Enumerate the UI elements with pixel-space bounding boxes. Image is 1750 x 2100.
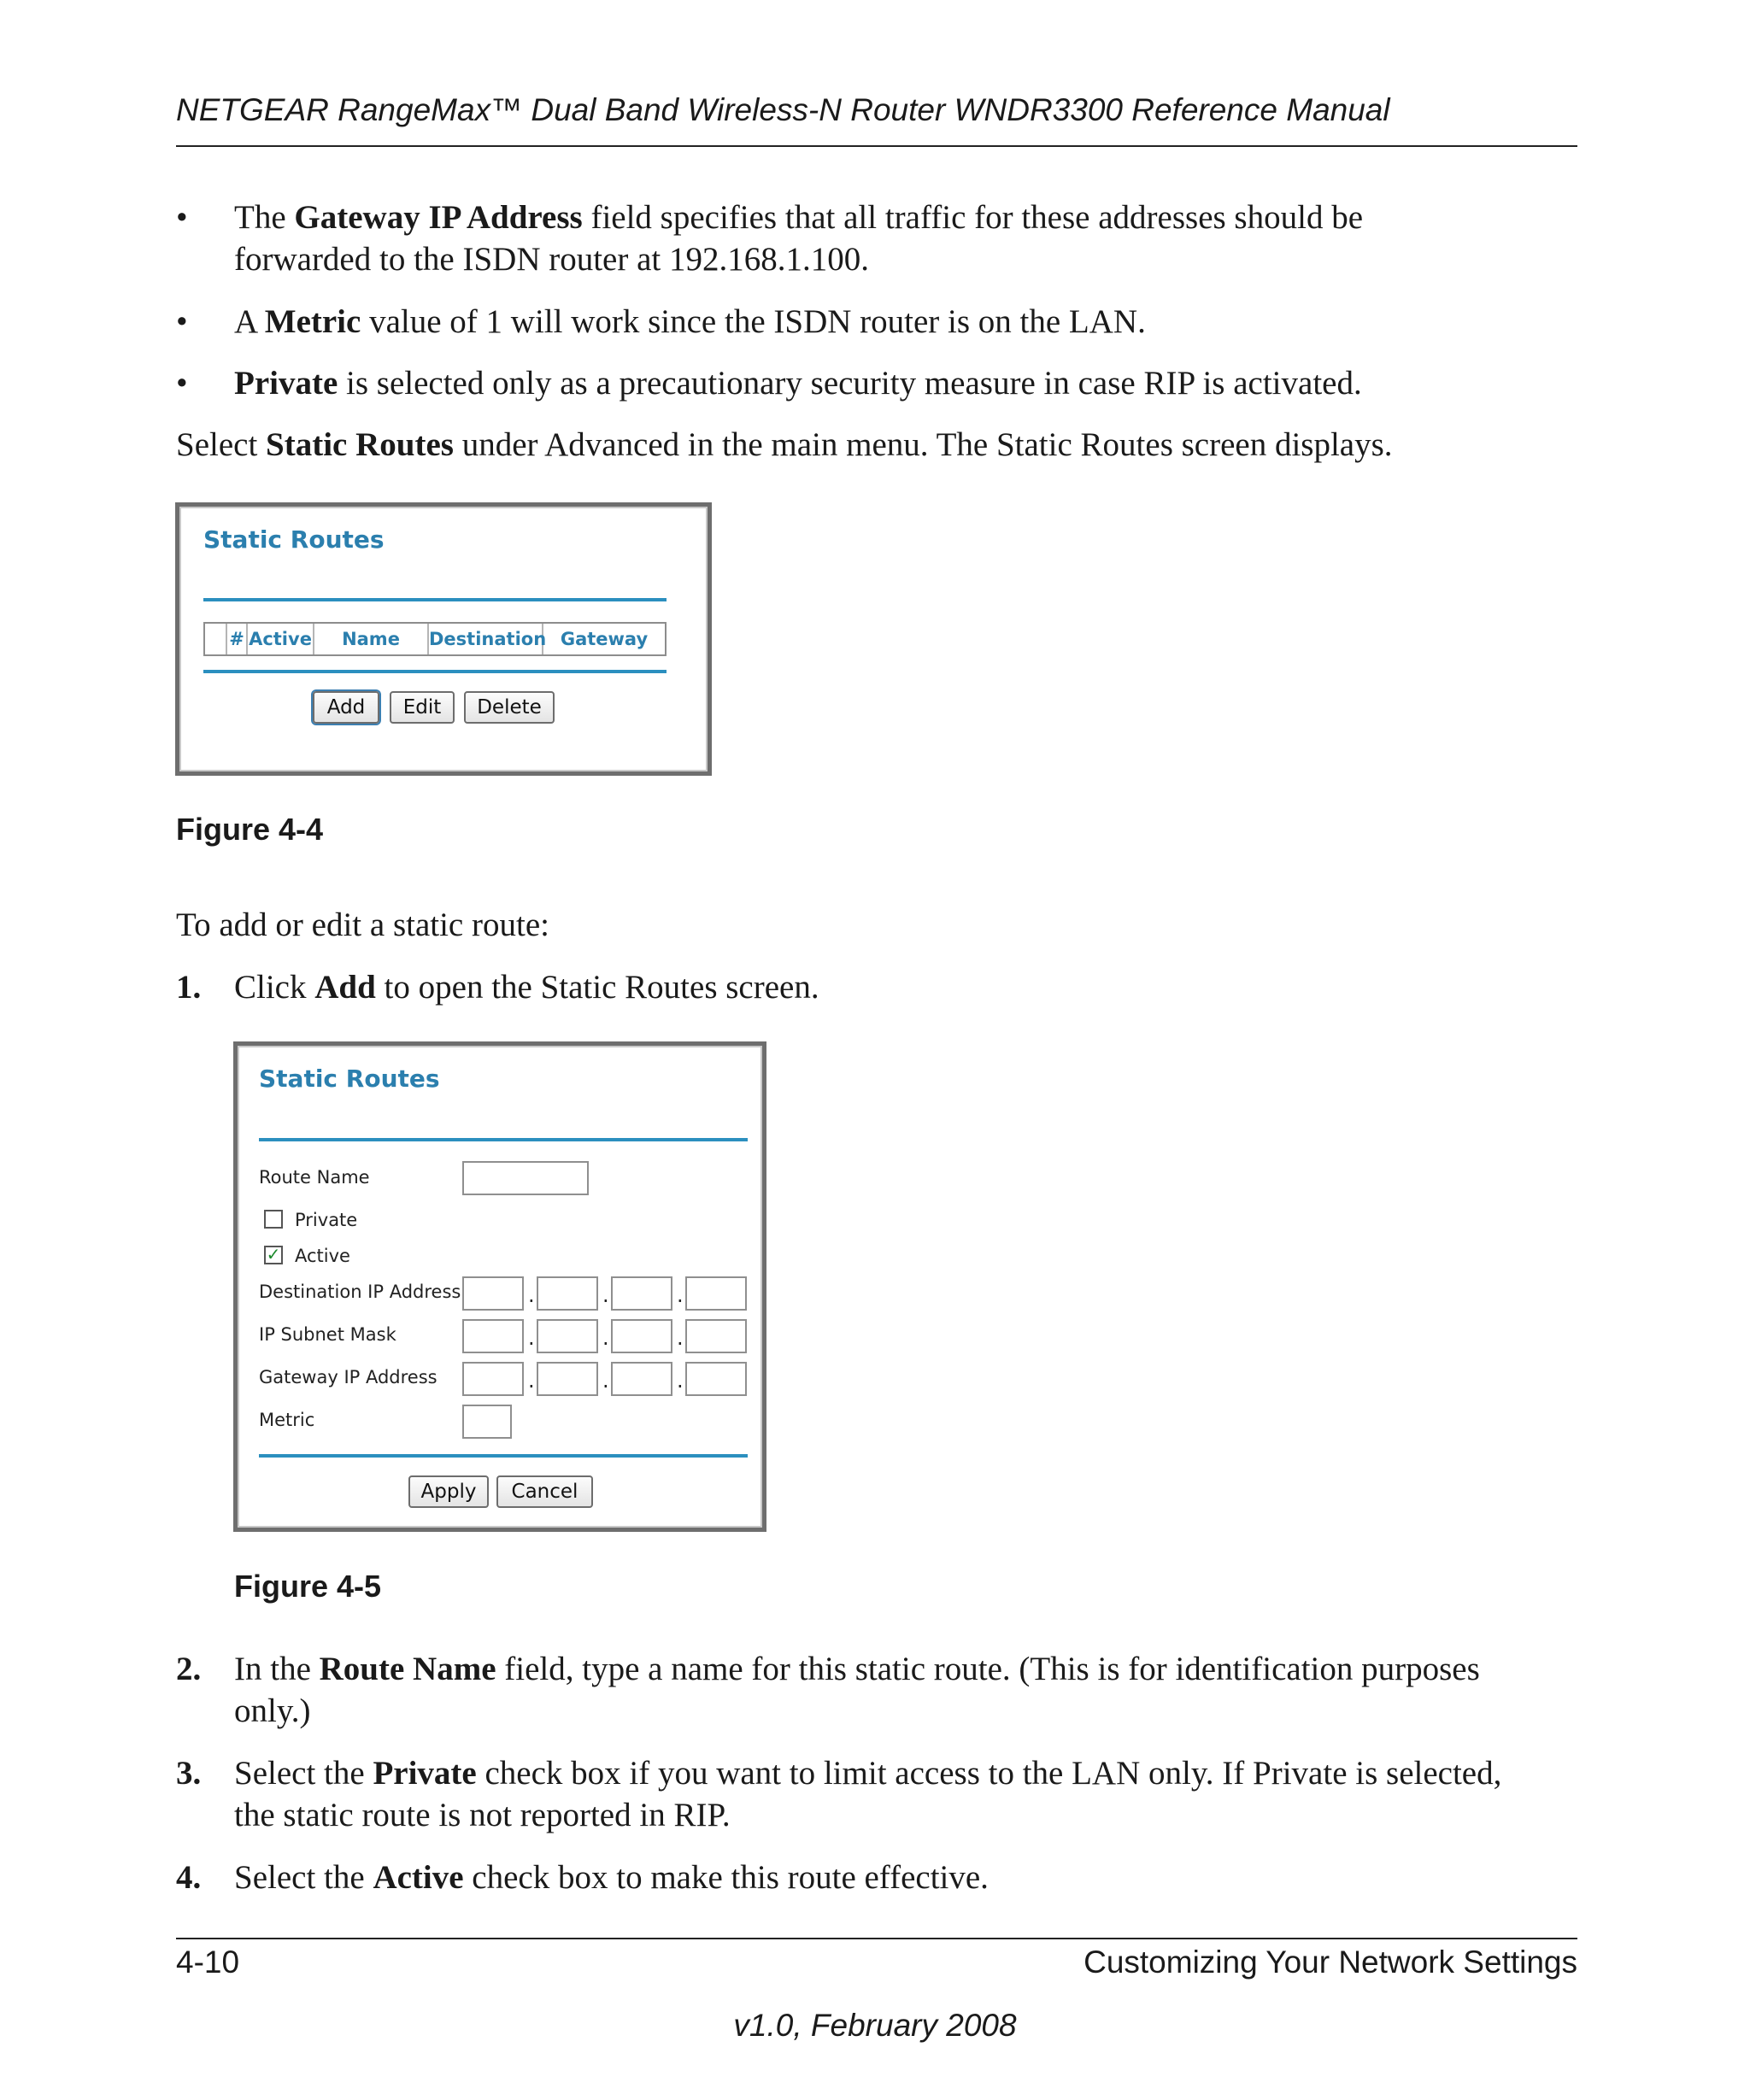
bullet-marker: • [176, 303, 188, 340]
screen-title: Static Routes [259, 1065, 440, 1093]
bullet-gateway-line2: forwarded to the ISDN router at 192.168.1.100. [234, 241, 869, 278]
subnet-mask-octet-1[interactable] [462, 1319, 524, 1353]
step-number: 4. [176, 1859, 202, 1896]
octet-separator: . [602, 1283, 609, 1307]
destination-ip-octet-3[interactable] [611, 1276, 672, 1311]
step-number: 1. [176, 969, 202, 1006]
title-divider [203, 598, 667, 601]
active-checkbox[interactable]: ✓ [264, 1246, 283, 1264]
delete-button[interactable]: Delete [464, 691, 555, 724]
step-number: 3. [176, 1755, 202, 1792]
gateway-ip-octet-3[interactable] [611, 1362, 672, 1396]
step-3-text: Select the Private check box if you want to limit access to the LAN only. If Private is selected, [234, 1755, 1502, 1792]
step-4-text: Select the Active check box to make this route effective. [234, 1859, 989, 1896]
page-header-title: NETGEAR RangeMax™ Dual Band Wireless-N Router WNDR3300 Reference Manual [176, 92, 1390, 127]
page-number: 4-10 [176, 1945, 240, 1980]
add-button[interactable]: Add [313, 691, 379, 724]
active-label: Active [295, 1246, 350, 1266]
bullet-marker: • [176, 199, 188, 236]
private-label: Private [295, 1210, 358, 1230]
octet-separator: . [677, 1369, 684, 1393]
route-name-input[interactable] [462, 1161, 589, 1195]
octet-separator: . [677, 1326, 684, 1350]
table-divider [203, 670, 667, 673]
header-divider [176, 145, 1577, 147]
subnet-mask-label: IP Subnet Mask [259, 1324, 396, 1345]
step-1-text: Click Add to open the Static Routes screen. [234, 969, 819, 1006]
edit-button[interactable]: Edit [390, 691, 455, 724]
subnet-mask-octet-2[interactable] [537, 1319, 598, 1353]
private-checkbox[interactable] [264, 1210, 283, 1229]
destination-ip-octet-4[interactable] [685, 1276, 747, 1311]
octet-separator: . [528, 1369, 535, 1393]
gateway-ip-octet-1[interactable] [462, 1362, 524, 1396]
step-number: 2. [176, 1651, 202, 1687]
step-2-text-line2: only.) [234, 1692, 311, 1729]
bullet-marker: • [176, 365, 188, 402]
bullet-gateway: The Gateway IP Address field specifies that all traffic for these addresses should be [234, 199, 1364, 236]
subnet-mask-octet-3[interactable] [611, 1319, 672, 1353]
step-3-text-line2: the static route is not reported in RIP. [234, 1797, 731, 1833]
bullet-private: Private is selected only as a precautionary security measure in case RIP is activated. [234, 365, 1362, 402]
apply-button[interactable]: Apply [408, 1475, 489, 1508]
octet-separator: . [602, 1326, 609, 1350]
octet-separator: . [602, 1369, 609, 1393]
figure-4-4-caption: Figure 4-4 [176, 812, 324, 847]
static-routes-add-screenshot [233, 1041, 766, 1532]
destination-ip-octet-1[interactable] [462, 1276, 524, 1311]
col-active: Active [248, 624, 314, 654]
cancel-button[interactable]: Cancel [496, 1475, 593, 1508]
metric-input[interactable] [462, 1405, 512, 1439]
col-select [205, 624, 227, 654]
section-title: Customizing Your Network Settings [1083, 1945, 1577, 1980]
title-divider [259, 1138, 748, 1141]
document-version: v1.0, February 2008 [733, 2008, 1017, 2043]
col-name: Name [314, 624, 429, 654]
octet-separator: . [677, 1283, 684, 1307]
col-number: # [227, 624, 248, 654]
destination-ip-octet-2[interactable] [537, 1276, 598, 1311]
gateway-ip-label: Gateway IP Address [259, 1367, 438, 1387]
subnet-mask-octet-4[interactable] [685, 1319, 747, 1353]
metric-label: Metric [259, 1410, 315, 1430]
static-routes-list-screenshot [175, 502, 712, 776]
figure-4-5-caption: Figure 4-5 [234, 1569, 382, 1604]
col-destination: Destination [429, 624, 543, 654]
step-2-text: In the Route Name field, type a name for this static route. (This is for identification purposes [234, 1651, 1480, 1687]
intro-text: To add or edit a static route: [176, 906, 549, 943]
select-static-routes-paragraph: Select Static Routes under Advanced in the main menu. The Static Routes screen displays. [176, 426, 1393, 463]
octet-separator: . [528, 1283, 535, 1307]
form-divider [259, 1454, 748, 1458]
destination-ip-label: Destination IP Address [259, 1282, 461, 1302]
gateway-ip-octet-2[interactable] [537, 1362, 598, 1396]
screen-title: Static Routes [203, 525, 385, 554]
gateway-ip-octet-4[interactable] [685, 1362, 747, 1396]
footer-divider [176, 1938, 1577, 1939]
col-gateway: Gateway [560, 629, 649, 649]
octet-separator: . [528, 1326, 535, 1350]
route-name-label: Route Name [259, 1167, 370, 1188]
routes-table-header [203, 622, 667, 656]
bullet-metric: A Metric value of 1 will work since the ISDN router is on the LAN. [234, 303, 1146, 340]
